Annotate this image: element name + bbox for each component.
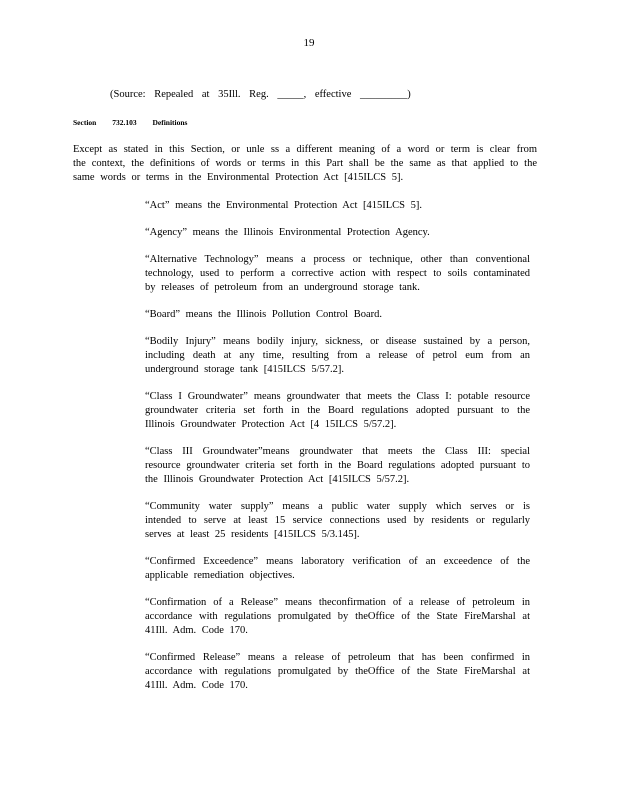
definition-board: “Board” means the Illinois Pollution Control Board. <box>145 309 383 320</box>
definition-class-i-groundwater: “Class I Groundwater” means groundwater that meets the Class I: potable resource groundwater criteria set forth in the Board regulations adopted pursuant to the Illinois Groundwater Protection Act [4 15ILCS 5/57.2]. <box>145 391 530 430</box>
page-number: 19 <box>303 37 315 49</box>
definition-alternative-technology: “Alternative Technology” means a process or technique, other than conventional technology, used to perform a corrective action with respect to soils contaminated by releases of petroleum from an underground storage tank. <box>145 254 530 293</box>
definition-confirmation-of-release: “Confirmation of a Release” means theconfirmation of a release of petroleum in accordance with regulations promulgated by theOffice of the State FireMarshal at 41Ill. Adm. Code 170. <box>145 597 530 636</box>
definition-class-iii-groundwater: “Class III Groundwater”means groundwater that meets the Class III: special resource groundwater criteria set forth in the Board regulations adopted pursuant to the Illinois Groundwater Protection Act [415ILCS 5/57.2]. <box>145 446 530 485</box>
definition-community-water-supply: “Community water supply” means a public water supply which serves or is intended to serve at least 15 service connections used by residents or regularly serves at least 25 residents [415ILCS 5/3.145]. <box>145 501 530 540</box>
definition-agency: “Agency” means the Illinois Environmental Protection Agency. <box>145 227 430 238</box>
section-intro-paragraph: Except as stated in this Section, or unle ss a different meaning of a word or term is clear from the context, the definitions of words or terms in this Part shall be the same as that applied to the same words or terms in the Environmental Protection Act [415ILCS 5]. <box>73 144 537 183</box>
definition-act: “Act” means the Environmental Protection Act [415ILCS 5]. <box>145 200 423 211</box>
definitions-list <box>145 199 530 706</box>
definition-confirmed-release: “Confirmed Release” means a release of petroleum that has been confirmed in accordance with regulations promulgated by theOffice of the State FireMarshal at 41Ill. Adm. Code 170. <box>145 652 530 691</box>
section-heading: Section 732.103 Definitions <box>73 118 188 127</box>
source-note: (Source: Repealed at 35Ill. Reg. _____, effective _________) <box>110 89 411 100</box>
definition-bodily-injury: “Bodily Injury” means bodily injury, sickness, or disease sustained by a person, including death at any time, resulting from a release of petrol eum from an underground storage tank [415ILCS 5/57.2]. <box>145 336 530 375</box>
definition-confirmed-exceedence: “Confirmed Exceedence” means laboratory verification of an exceedence of the applicable remediation objectives. <box>145 556 530 581</box>
